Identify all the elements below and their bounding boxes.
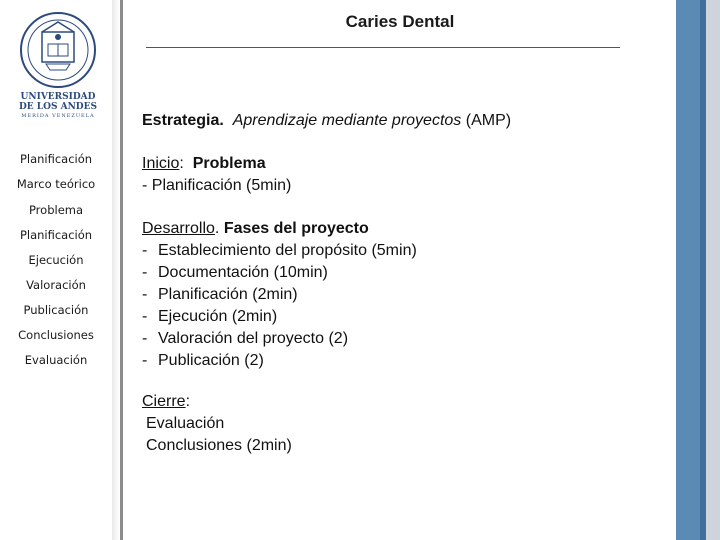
cierre-sep: : <box>185 393 191 410</box>
list-item: - Establecimiento del propósito (5min) <box>142 242 417 259</box>
list-item: - Documentación (10min) <box>142 264 328 281</box>
title-divider <box>146 47 620 48</box>
desarrollo-list <box>142 240 417 372</box>
sidebar-item-planificacion-2[interactable]: Planificación <box>19 228 93 242</box>
inicio-topic: Problema <box>192 155 266 172</box>
sidebar-item-problema[interactable]: Problema <box>28 203 84 217</box>
strategy-label: Estrategia. <box>142 112 224 129</box>
sidebar-item-conclusiones[interactable]: Conclusiones <box>18 328 94 342</box>
sidebar-divider <box>120 0 123 540</box>
logo-line-1: UNIVERSIDAD <box>20 92 96 102</box>
right-accent-bar-grey <box>706 0 720 540</box>
desarrollo-heading: Desarrollo. Fases del proyecto <box>142 220 369 237</box>
logo-line-3: MERIDA VENEZUELA <box>21 113 95 119</box>
cierre-item-conclusiones: Conclusiones (2min) <box>146 437 292 454</box>
strategy-abbr: (AMP) <box>465 112 512 129</box>
inicio-label: Inicio <box>142 155 180 172</box>
list-item: - Ejecución (2min) <box>142 308 278 325</box>
cierre-item-evaluacion: Evaluación <box>146 415 225 432</box>
cierre-heading <box>142 391 190 413</box>
sidebar-item-marco-teorico[interactable]: Marco teórico <box>16 177 96 191</box>
sidebar-edge-shadow <box>112 0 120 540</box>
list-item: - Valoración del proyecto (2) <box>142 330 349 347</box>
sidebar-item-ejecucion[interactable]: Ejecución <box>28 253 84 267</box>
sidebar-item-publicacion[interactable]: Publicación <box>23 303 89 317</box>
sidebar-nav <box>0 0 112 540</box>
sidebar-item-evaluacion[interactable]: Evaluación <box>24 353 88 367</box>
logo-line-2: DE LOS ANDES <box>19 102 97 112</box>
strategy-line <box>142 110 511 132</box>
cierre-label: Cierre <box>142 393 186 410</box>
sidebar <box>0 0 112 540</box>
inicio-item: - Planificación (5min) <box>142 177 292 194</box>
list-item: - Publicación (2) <box>142 352 264 369</box>
inicio-heading <box>142 153 266 175</box>
slide-title: Caries Dental <box>345 12 455 31</box>
right-accent-bar <box>676 0 700 540</box>
desarrollo-label: Desarrollo <box>142 220 215 237</box>
inicio-sep: : <box>179 155 184 172</box>
list-item: - Planificación (2min) <box>142 286 298 303</box>
sidebar-item-valoracion[interactable]: Valoración <box>26 278 86 292</box>
sidebar-item-planificacion[interactable]: Planificación <box>19 152 93 166</box>
desarrollo-title: Fases del proyecto <box>223 220 369 237</box>
strategy-method: Aprendizaje mediante proyectos <box>232 112 462 129</box>
